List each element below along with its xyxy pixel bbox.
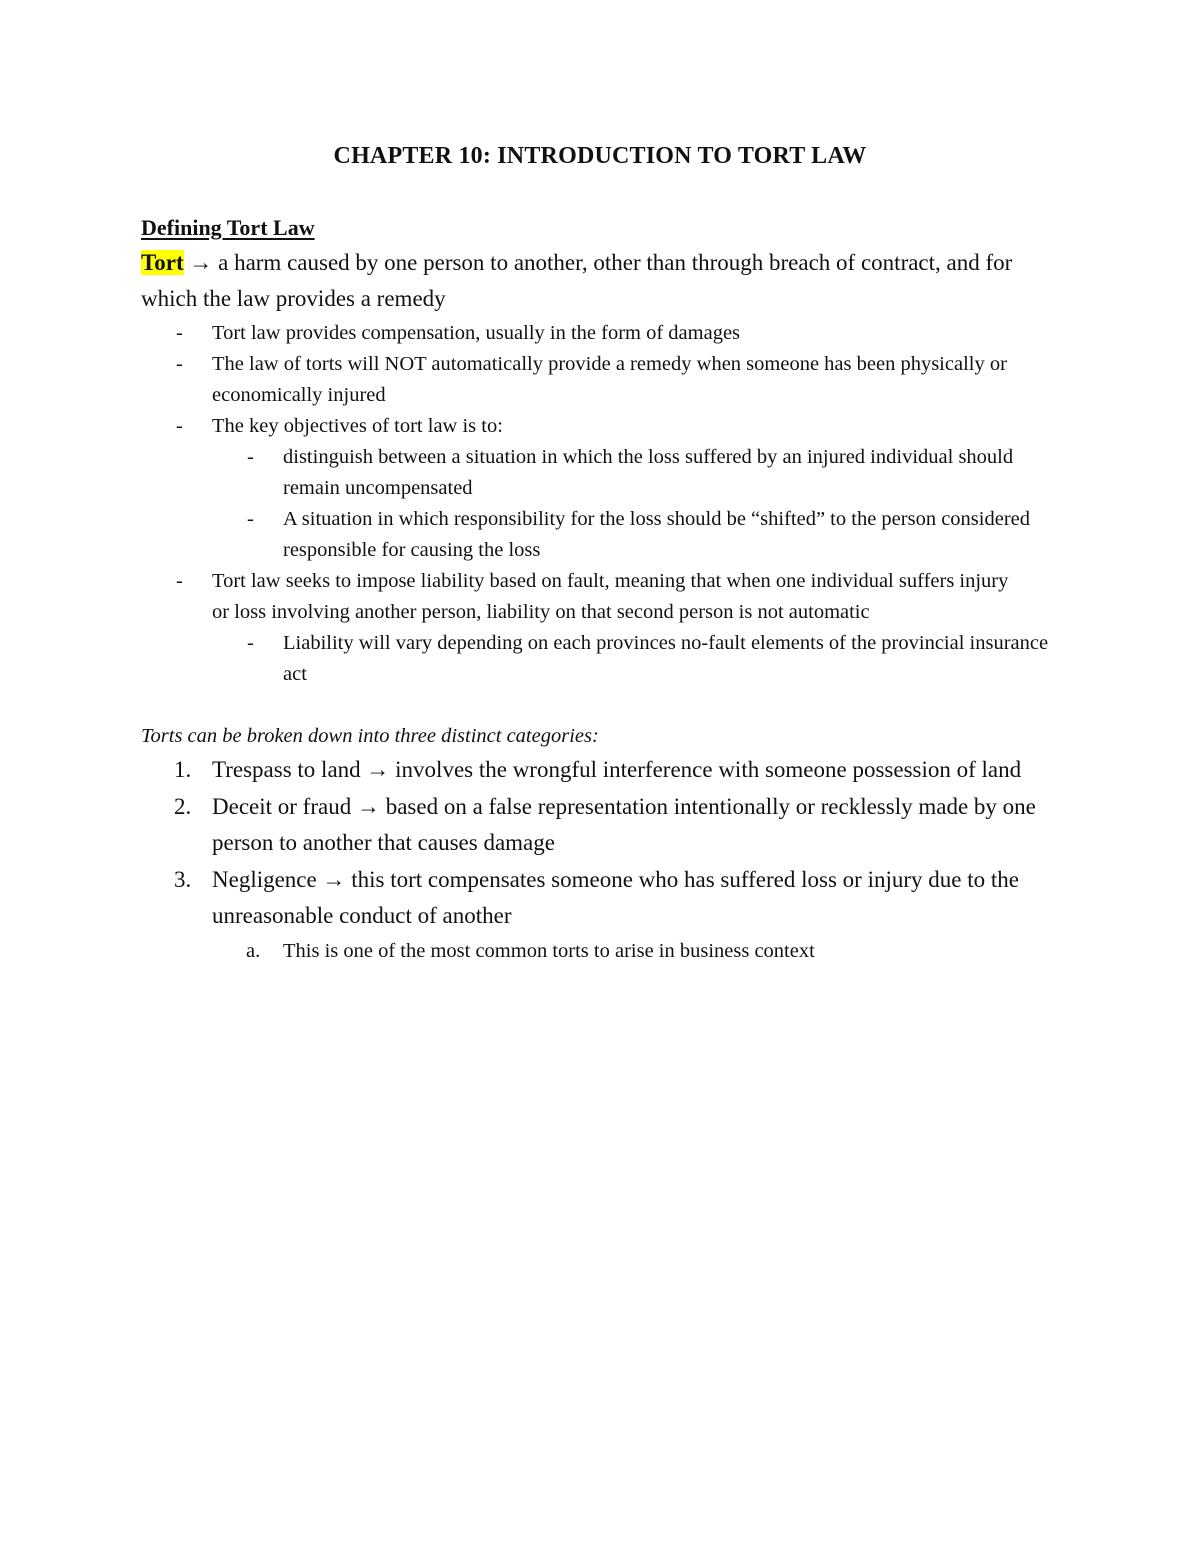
sub-bullet-item bbox=[0, 504, 1063, 566]
bullet-text: A situation in which responsibility for the loss should be “shifted” to the person considered responsible for causing the loss bbox=[283, 508, 1030, 561]
bullet-dash: - bbox=[176, 353, 183, 375]
category-number: 1. bbox=[174, 757, 192, 782]
definition-paragraph bbox=[141, 245, 1071, 317]
bullet-text: Liability will vary depending on each provinces no-fault elements of the provincial insurance act bbox=[283, 632, 1049, 685]
categories-intro: Torts can be broken down into three distinct categories: bbox=[141, 725, 599, 747]
bullet-text: The law of torts will NOT automatically provide a remedy when someone has been physically or economically injured bbox=[212, 353, 1007, 406]
highlighted-term: Tort bbox=[141, 250, 184, 275]
bullet-text: Tort law seeks to impose liability based on fault, meaning that when one individual suffers injury or loss involving another person, liability on that second person is not automatic bbox=[212, 570, 1009, 623]
bullet-item bbox=[0, 566, 1012, 628]
bullet-dash: - bbox=[247, 446, 254, 468]
bullet-item bbox=[0, 318, 1012, 349]
section-heading: Defining Tort Law bbox=[141, 215, 315, 240]
category-number: 3. bbox=[174, 867, 192, 892]
bullet-text: The key objectives of tort law is to: bbox=[212, 415, 503, 437]
sub-bullet-item bbox=[0, 442, 1063, 504]
bullet-item bbox=[0, 411, 1012, 442]
definition-text: → a harm caused by one person to another, other than through breach of contract, and for which the law provides a remedy bbox=[141, 250, 1013, 311]
category-sub-item bbox=[0, 936, 1200, 967]
category-number: 2. bbox=[174, 794, 192, 819]
category-text: Negligence → this tort compensates someone who has suffered loss or injury due to the unreasonable conduct of another bbox=[212, 867, 1019, 928]
bullet-dash: - bbox=[176, 570, 183, 592]
bullet-dash: - bbox=[176, 415, 183, 437]
bullet-dash: - bbox=[176, 322, 183, 344]
category-item bbox=[0, 752, 1052, 788]
category-text: Trespass to land → involves the wrongful interference with someone possession of land bbox=[212, 757, 1022, 782]
bullet-text: Tort law provides compensation, usually in the form of damages bbox=[212, 322, 741, 344]
bullet-dash: - bbox=[247, 632, 254, 654]
categories-list bbox=[0, 752, 1200, 967]
bullet-list bbox=[0, 318, 1200, 690]
category-item bbox=[0, 862, 1052, 934]
sub-item-letter: a. bbox=[246, 940, 261, 962]
bullet-item bbox=[0, 349, 1012, 411]
sub-bullet-item bbox=[0, 628, 1063, 690]
category-item bbox=[0, 789, 1052, 861]
bullet-dash: - bbox=[247, 508, 254, 530]
category-text: Deceit or fraud → based on a false representation intentionally or recklessly made by one person to another that causes damage bbox=[212, 794, 1036, 855]
page-title: CHAPTER 10: INTRODUCTION TO TORT LAW bbox=[333, 143, 867, 169]
bullet-text: distinguish between a situation in which the loss suffered by an injured individual should remain uncompensated bbox=[283, 446, 1014, 499]
sub-item-text: This is one of the most common torts to arise in business context bbox=[283, 940, 815, 962]
